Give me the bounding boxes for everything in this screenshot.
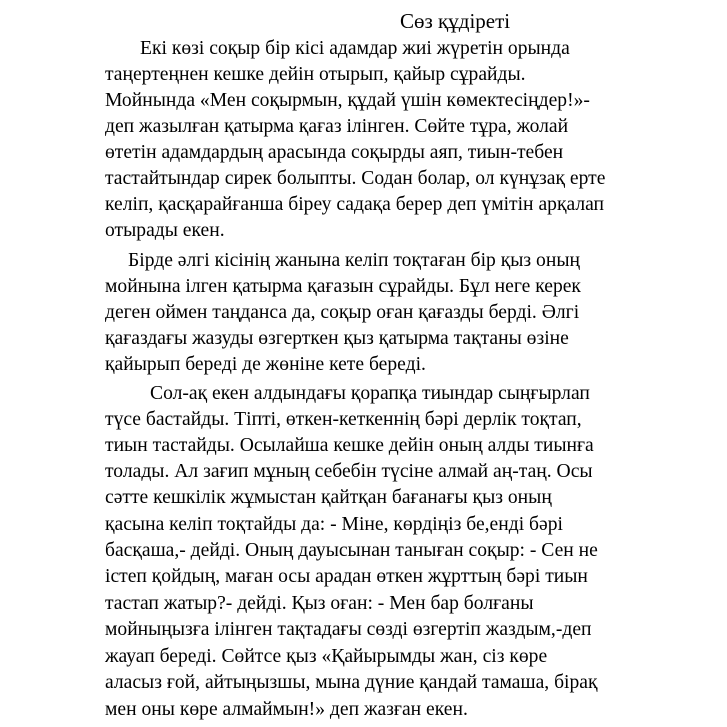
text-line: тиын тастайды. Осылайша кешке дейін оның алды тиынға bbox=[105, 435, 594, 456]
text-line: қайырып береді де жөніне кете береді. bbox=[105, 354, 426, 375]
document-title: Сөз құдіреті bbox=[400, 9, 511, 33]
text-line: жауап береді. Сөйтсе қыз «Қайырымды жан, сіз көре bbox=[105, 646, 548, 667]
text-line: істеп қойдың, маған осы арадан өткен жұрттың бәрі тиын bbox=[105, 566, 588, 587]
text-line: мойнына ілген қатырма қағазын сұрайды. Бұл неге керек bbox=[105, 276, 581, 297]
text-line: түсе бастайды. Тіпті, өткен-кеткеннің бәрі дерлік тоқтап, bbox=[105, 409, 582, 430]
text-line: тастайтындар сирек болыпты. Содан болар, ол күнұзақ ерте bbox=[105, 168, 606, 189]
text-line: Бірде әлгі кісінің жанына келіп тоқтаған бір қыз оның bbox=[128, 250, 580, 271]
text-line: Мойнында «Мен соқырмын, құдай үшін көмектесіңдер!»- bbox=[105, 90, 590, 111]
text-line: мен оны көре алмаймын!» деп жазған екен. bbox=[105, 699, 468, 720]
text-line: толады. Ал зағип мұның себебін түсіне алмай аң-таң. Осы bbox=[105, 461, 593, 482]
text-line: деген оймен таңданса да, соқыр оған қағазды берді. Әлгі bbox=[105, 302, 580, 323]
text-line: тастап жатыр?- дейді. Қыз оған: - Мен бар болғаны bbox=[105, 593, 534, 614]
text-line: басқаша,- дейді. Оның дауысынан таныған соқыр: - Сен не bbox=[105, 540, 598, 561]
text-line: мойныңызға ілінген тақтадағы сөзді өзгертіп жаздым,-деп bbox=[105, 619, 592, 640]
text-line: аласыз ғой, айтыңызшы, мына дүние қандай тамаша, бірақ bbox=[105, 672, 598, 693]
text-line: Сол-ақ екен алдындағы қорапқа тиындар сыңғырлап bbox=[150, 383, 590, 404]
text-line: қағаздағы жазуды өзгерткен қыз қатырма тақтаны өзіне bbox=[105, 328, 569, 349]
text-line: таңертеңнен кешке дейін отырып, қайыр сұрайды. bbox=[105, 64, 526, 85]
text-line: Екі көзі соқыр бір кісі адамдар жиі жүретін орында bbox=[140, 38, 570, 59]
text-line: сәтте кешкілік жұмыстан қайтқан бағанағы қыз оның bbox=[105, 487, 552, 508]
text-line: келіп, қасқарайғанша біреу садақа берер деп үмітін арқалап bbox=[105, 194, 605, 215]
text-line: отырады екен. bbox=[105, 220, 225, 241]
text-line: өтетін адамдардың арасында соқырды аяп, тиын-тебен bbox=[105, 142, 564, 163]
text-line: қасына келіп тоқтайды да: - Міне, көрдіңіз бе,енді бәрі bbox=[105, 514, 563, 535]
text-line: деп жазылған қатырма қағаз ілінген. Сөйте тұра, жолай bbox=[105, 116, 569, 137]
